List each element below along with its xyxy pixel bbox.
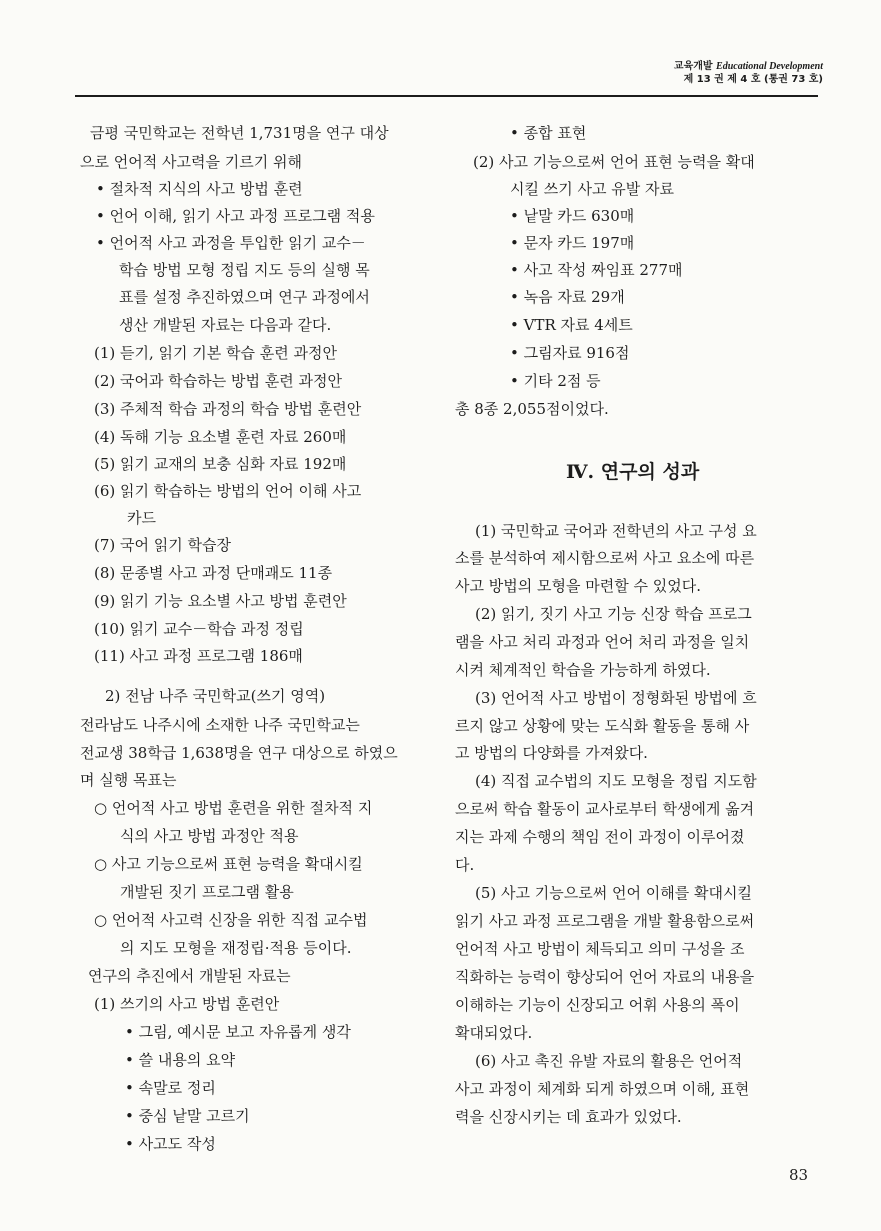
bullet-item: • 사고도 작성 [125,1135,216,1153]
paragraph-line: 으로써 학습 활동이 교사로부터 학생에게 옮겨 [455,800,755,818]
text-line: 표를 설정 추진하였으며 연구 과정에서 [119,288,370,306]
bullet-item: • 중심 낱말 고르기 [125,1107,250,1125]
list-item: (2) 사고 기능으로써 언어 표현 능력을 확대 [473,153,755,171]
bullet-item: • 녹음 자료 29개 [510,288,625,306]
bullet-item: • 절차적 지식의 사고 방법 훈련 [96,180,303,198]
bullet-item: ○ 사고 기능으로써 표현 능력을 확대시킬 [94,855,363,873]
list-item: (8) 문종별 사고 과정 단매괘도 11종 [94,564,333,582]
list-item: (7) 국어 읽기 학습장 [94,536,231,554]
text-line: 학습 방법 모형 정립 지도 등의 실행 목 [119,261,370,279]
paragraph-line: 다. [455,856,475,874]
paragraph-line: (6) 사고 촉진 유발 자료의 활용은 언어적 [475,1052,743,1070]
bullet-item: ○ 언어적 사고력 신장을 위한 직접 교수법 [94,911,368,929]
list-item: (9) 읽기 기능 요소별 사고 방법 훈련안 [94,592,347,610]
text-line: 생산 개발된 자료는 다음과 같다. [119,316,332,334]
text-line: 식의 사고 방법 과정안 적용 [120,827,299,845]
text-line: 전라남도 나주시에 소재한 나주 국민학교는 [80,716,360,734]
bullet-item: • 언어 이해, 읽기 사고 과정 프로그램 적용 [96,207,375,225]
paragraph-line: (5) 사고 기능으로써 언어 이해를 확대시킬 [475,884,752,902]
journal-title-english: Educational Development [716,61,823,72]
paragraph-line: (3) 언어적 사고 방법이 정형화된 방법에 흐 [475,689,757,707]
header-rule [75,95,818,97]
paragraph-line: 사고 방법의 모형을 마련할 수 있었다. [455,577,701,595]
text-line: 며 실행 목표는 [80,771,177,789]
list-item: (6) 읽기 학습하는 방법의 언어 이해 사고 [94,482,362,500]
subsection-heading: 2) 전남 나주 국민학교(쓰기 영역) [105,687,326,705]
bullet-item: • 종합 표현 [510,124,587,142]
page-number: 83 [789,1166,809,1184]
bullet-item: ○ 언어적 사고 방법 훈련을 위한 절차적 지 [94,799,373,817]
journal-issue-line: 제 13 권 제 4 호 (통권 73 호) [683,74,823,85]
paragraph-line: 시켜 체계적인 학습을 가능하게 하였다. [455,661,711,679]
bullet-item: • VTR 자료 4세트 [510,316,633,334]
list-item: (11) 사고 과정 프로그램 186매 [94,647,303,665]
text-line: 의 지도 모형을 재정립·적용 등이다. [120,939,352,957]
text-line: 총 8종 2,055점이었다. [455,400,609,418]
list-item: (1) 듣기, 읽기 기본 학습 훈련 과정안 [94,344,337,362]
paragraph-line: 지는 과제 수행의 책임 전이 과정이 이루어졌 [455,828,745,846]
bullet-item: • 기타 2점 등 [510,372,601,390]
journal-title-korean: 교육개발 [673,61,713,72]
text-line: 금평 국민학교는 전학년 1,731명을 연구 대상 [90,124,389,142]
text-line: 전교생 38학급 1,638명을 연구 대상으로 하였으 [80,744,398,762]
bullet-item: • 쓸 내용의 요약 [125,1051,236,1069]
paragraph-line: 직화하는 능력이 향상되어 언어 자료의 내용을 [455,968,755,986]
journal-title-line [674,60,823,73]
paragraph-line: 르지 않고 상황에 맞는 도식화 활동을 통해 사 [455,717,750,735]
paragraph-line: 이해하는 기능이 신장되고 어휘 사용의 폭이 [455,996,740,1014]
paragraph-line: (4) 직접 교수법의 지도 모형을 정립 지도함 [475,772,757,790]
bullet-item: • 낱말 카드 630매 [510,207,635,225]
text-line: 으로 언어적 사고력을 기르기 위해 [80,153,302,171]
bullet-item: • 속말로 정리 [125,1079,216,1097]
paragraph-line: 램을 사고 처리 과정과 언어 처리 과정을 일치 [455,633,750,651]
bullet-item: • 사고 작성 짜임표 277매 [510,261,683,279]
paragraph-line: 력을 신장시키는 데 효과가 있었다. [455,1108,682,1126]
paragraph-line: 확대되었다. [455,1024,533,1042]
paragraph-line: 고 방법의 다양화를 가져왔다. [455,744,648,762]
running-header [674,60,823,86]
text-line: 개발된 짓기 프로그램 활용 [120,883,294,901]
list-item: (5) 읽기 교재의 보충 심화 자료 192매 [94,455,347,473]
paragraph-line: (2) 읽기, 짓기 사고 기능 신장 학습 프로그 [475,605,752,623]
text-line: 카드 [127,509,156,527]
paragraph-line: (1) 국민학교 국어과 전학년의 사고 구성 요 [475,522,757,540]
bullet-item: • 그림자료 916점 [510,344,630,362]
paragraph-line: 사고 과정이 체계화 되게 하였으며 이해, 표현 [455,1080,750,1098]
bullet-item: • 문자 카드 197매 [510,234,635,252]
bullet-item: • 언어적 사고 과정을 투입한 읽기 교수－ [96,234,366,252]
list-item: (2) 국어과 학습하는 방법 훈련 과정안 [94,372,342,390]
text-line: 연구의 추진에서 개발된 자료는 [88,967,291,985]
list-item: (4) 독해 기능 요소별 훈련 자료 260매 [94,428,347,446]
paragraph-line: 소를 분석하여 제시함으로써 사고 요소에 따른 [455,549,755,567]
paragraph-line: 언어적 사고 방법이 체득되고 의미 구성을 조 [455,940,745,958]
bullet-item: • 그림, 예시문 보고 자유롭게 생각 [125,1023,351,1041]
list-item: (1) 쓰기의 사고 방법 훈련안 [94,995,280,1013]
list-item: (3) 주체적 학습 과정의 학습 방법 훈련안 [94,400,362,418]
paragraph-line: 읽기 사고 과정 프로그램을 개발 활용함으로써 [455,912,755,930]
text-line: 시킬 쓰기 사고 유발 자료 [510,180,674,198]
section-title: Ⅳ. 연구의 성과 [566,461,700,483]
list-item: (10) 읽기 교수－학습 과정 정립 [94,620,304,638]
